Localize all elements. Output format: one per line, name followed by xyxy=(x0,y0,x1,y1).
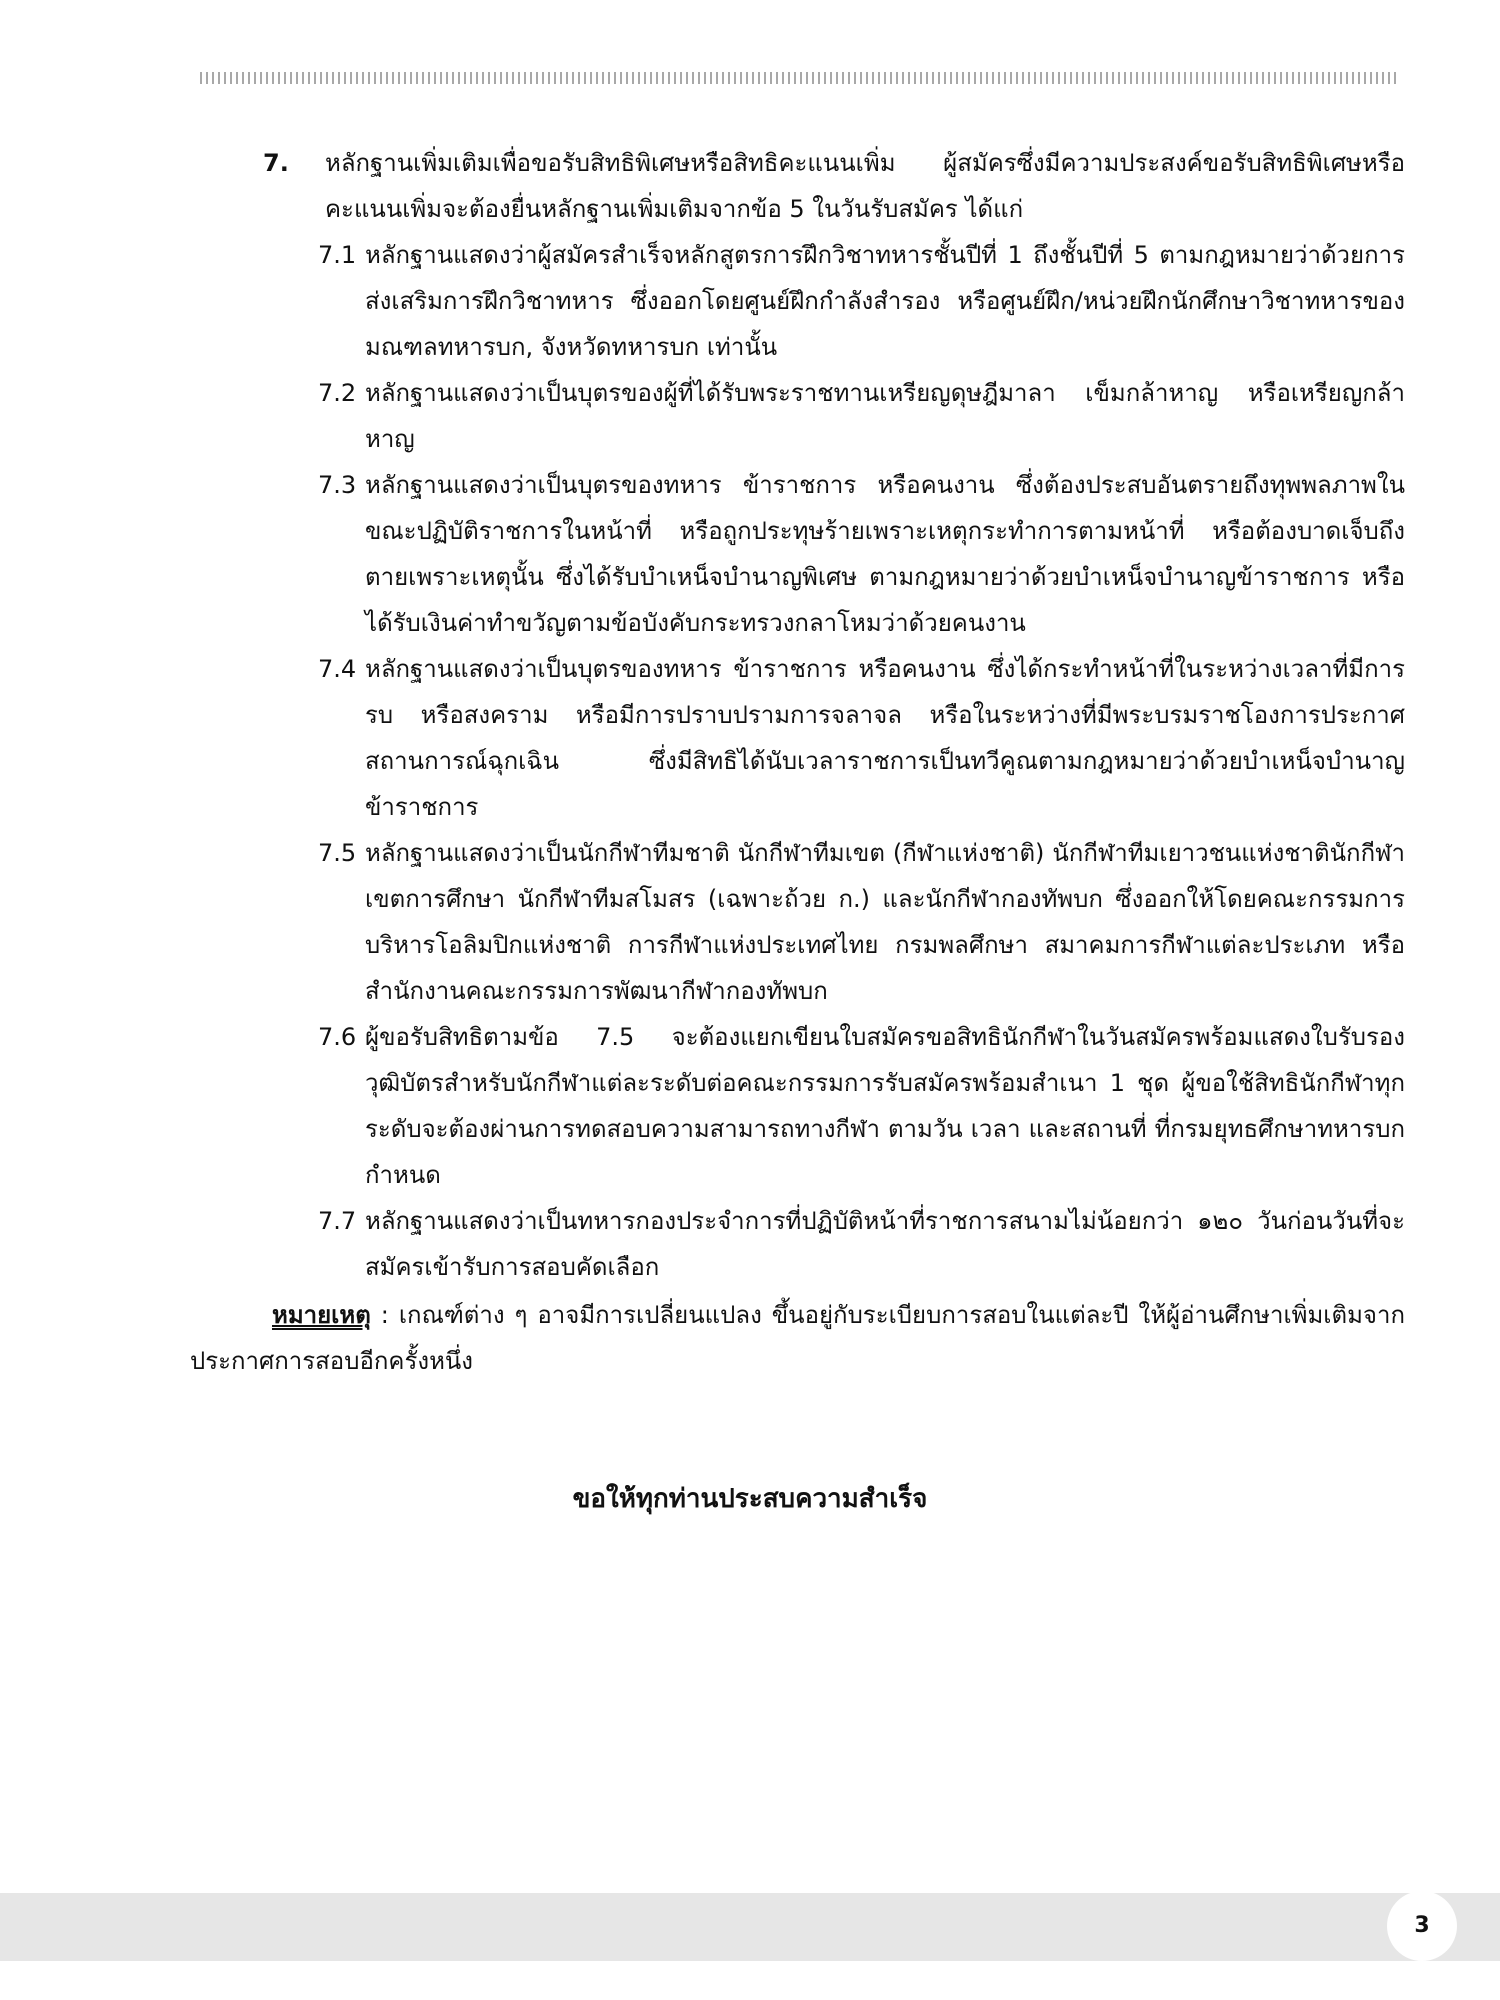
list-item-7-6 xyxy=(190,1014,1405,1198)
list-item-7-7 xyxy=(190,1198,1405,1290)
item-text: หลักฐานแสดงว่าเป็นบุตรของทหาร ข้าราชการ หรือคนงาน ซึ่งได้กระทำหน้าที่ในระหว่างเวลาที่มีการรบ หรือสงคราม หรือมีการปราบปรามการจลาจล หรือในระหว่างที่มีพระบรมราชโองการประกาศสถานการณ์ฉุกเฉิน ซึ่งมีสิทธิได้นับเวลาราชการเป็นทวีคูณตามกฎหมายว่าด้วยบำเหน็จบำนาญข้าราชการ xyxy=(365,655,1405,821)
item-text: หลักฐานแสดงว่าผู้สมัครสำเร็จหลักสูตรการฝึกวิชาทหารชั้นปีที่ 1 ถึงชั้นปีที่ 5 ตามกฎหมายว่าด้วยการส่งเสริมการฝึกวิชาทหาร ซึ่งออกโดยศูนย์ฝึกกำลังสำรอง หรือศูนย์ฝึก/หน่วยฝึกนักศึกษาวิชาทหารของมณฑลทหารบก, จังหวัดทหารบก เท่านั้น xyxy=(365,241,1405,361)
section-text: หลักฐานเพิ่มเติมเพื่อขอรับสิทธิพิเศษหรือสิทธิคะแนนเพิ่ม ผู้สมัครซึ่งมีความประสงค์ขอรับสิทธิพิเศษหรือคะแนนเพิ่มจะต้องยื่นหลักฐานเพิ่มเติมจากข้อ 5 ในวันรับสมัคร ได้แก่ xyxy=(325,149,1405,223)
document-body xyxy=(190,140,1405,1384)
section-number: 7. xyxy=(263,149,289,177)
list-item-7-5 xyxy=(190,830,1405,1014)
header-dotted-rule xyxy=(200,72,1400,84)
footer-band xyxy=(0,1893,1500,1961)
item-number: 7.7 xyxy=(318,1207,357,1235)
item-number: 7.2 xyxy=(318,379,357,407)
closing-message: ขอให้ทุกท่านประสบความสำเร็จ xyxy=(572,1484,928,1514)
item-number: 7.3 xyxy=(318,471,357,499)
list-item-7-1 xyxy=(190,232,1405,370)
note-paragraph xyxy=(190,1292,1405,1384)
page-number: 3 xyxy=(1387,1891,1457,1961)
item-text: หลักฐานแสดงว่าเป็นทหารกองประจำการที่ปฏิบัติหน้าที่ราชการสนามไม่น้อยกว่า ๑๒๐ วันก่อนวันที่จะสมัครเข้ารับการสอบคัดเลือก xyxy=(365,1207,1405,1281)
list-item-7-2 xyxy=(190,370,1405,462)
item-number: 7.5 xyxy=(318,839,357,867)
section-7 xyxy=(190,140,1405,232)
item-text: ผู้ขอรับสิทธิตามข้อ 7.5 จะต้องแยกเขียนใบสมัครขอสิทธินักกีฬาในวันสมัครพร้อมแสดงใบรับรองวุฒิบัตรสำหรับนักกีฬาแต่ละระดับต่อคณะกรรมการรับสมัครพร้อมสำเนา 1 ชุด ผู้ขอใช้สิทธินักกีฬาทุกระดับจะต้องผ่านการทดสอบความสามารถทางกีฬา ตามวัน เวลา และสถานที่ ที่กรมยุทธศึกษาทหารบกกำหนด xyxy=(365,1023,1405,1189)
list-item-7-4 xyxy=(190,646,1405,830)
note-label: หมายเหตุ xyxy=(272,1301,371,1329)
item-text: หลักฐานแสดงว่าเป็นนักกีฬาทีมชาติ นักกีฬาทีมเขต (กีฬาแห่งชาติ) นักกีฬาทีมเยาวชนแห่งชาตินักกีฬาเขตการศึกษา นักกีฬาทีมสโมสร (เฉพาะถ้วย ก.) และนักกีฬากองทัพบก ซึ่งออกให้โดยคณะกรรมการบริหารโอลิมปิกแห่งชาติ การกีฬาแห่งประเทศไทย กรมพลศึกษา สมาคมการกีฬาแต่ละประเภท หรือสำนักงานคณะกรรมการพัฒนากีฬากองทัพบก xyxy=(365,839,1405,1005)
list-item-7-3 xyxy=(190,462,1405,646)
item-number: 7.6 xyxy=(318,1023,357,1051)
item-text: หลักฐานแสดงว่าเป็นบุตรของทหาร ข้าราชการ หรือคนงาน ซึ่งต้องประสบอันตรายถึงทุพพลภาพในขณะปฏิบัติราชการในหน้าที่ หรือถูกประทุษร้ายเพราะเหตุกระทำการตามหน้าที่ หรือต้องบาดเจ็บถึงตายเพราะเหตุนั้น ซึ่งได้รับบำเหน็จบำนาญพิเศษ ตามกฎหมายว่าด้วยบำเหน็จบำนาญข้าราชการ หรือได้รับเงินค่าทำขวัญตามข้อบังคับกระทรวงกลาโหมว่าด้วยคนงาน xyxy=(365,471,1405,637)
item-text: หลักฐานแสดงว่าเป็นบุตรของผู้ที่ได้รับพระราชทานเหรียญดุษฎีมาลา เข็มกล้าหาญ หรือเหรียญกล้าหาญ xyxy=(365,379,1405,453)
item-number: 7.1 xyxy=(318,241,357,269)
note-text: : เกณฑ์ต่าง ๆ อาจมีการเปลี่ยนแปลง ขึ้นอยู่กับระเบียบการสอบในแต่ละปี ให้ผู้อ่านศึกษาเพิ่มเติมจากประกาศการสอบอีกครั้งหนึ่ง xyxy=(190,1301,1405,1375)
item-number: 7.4 xyxy=(318,655,357,683)
